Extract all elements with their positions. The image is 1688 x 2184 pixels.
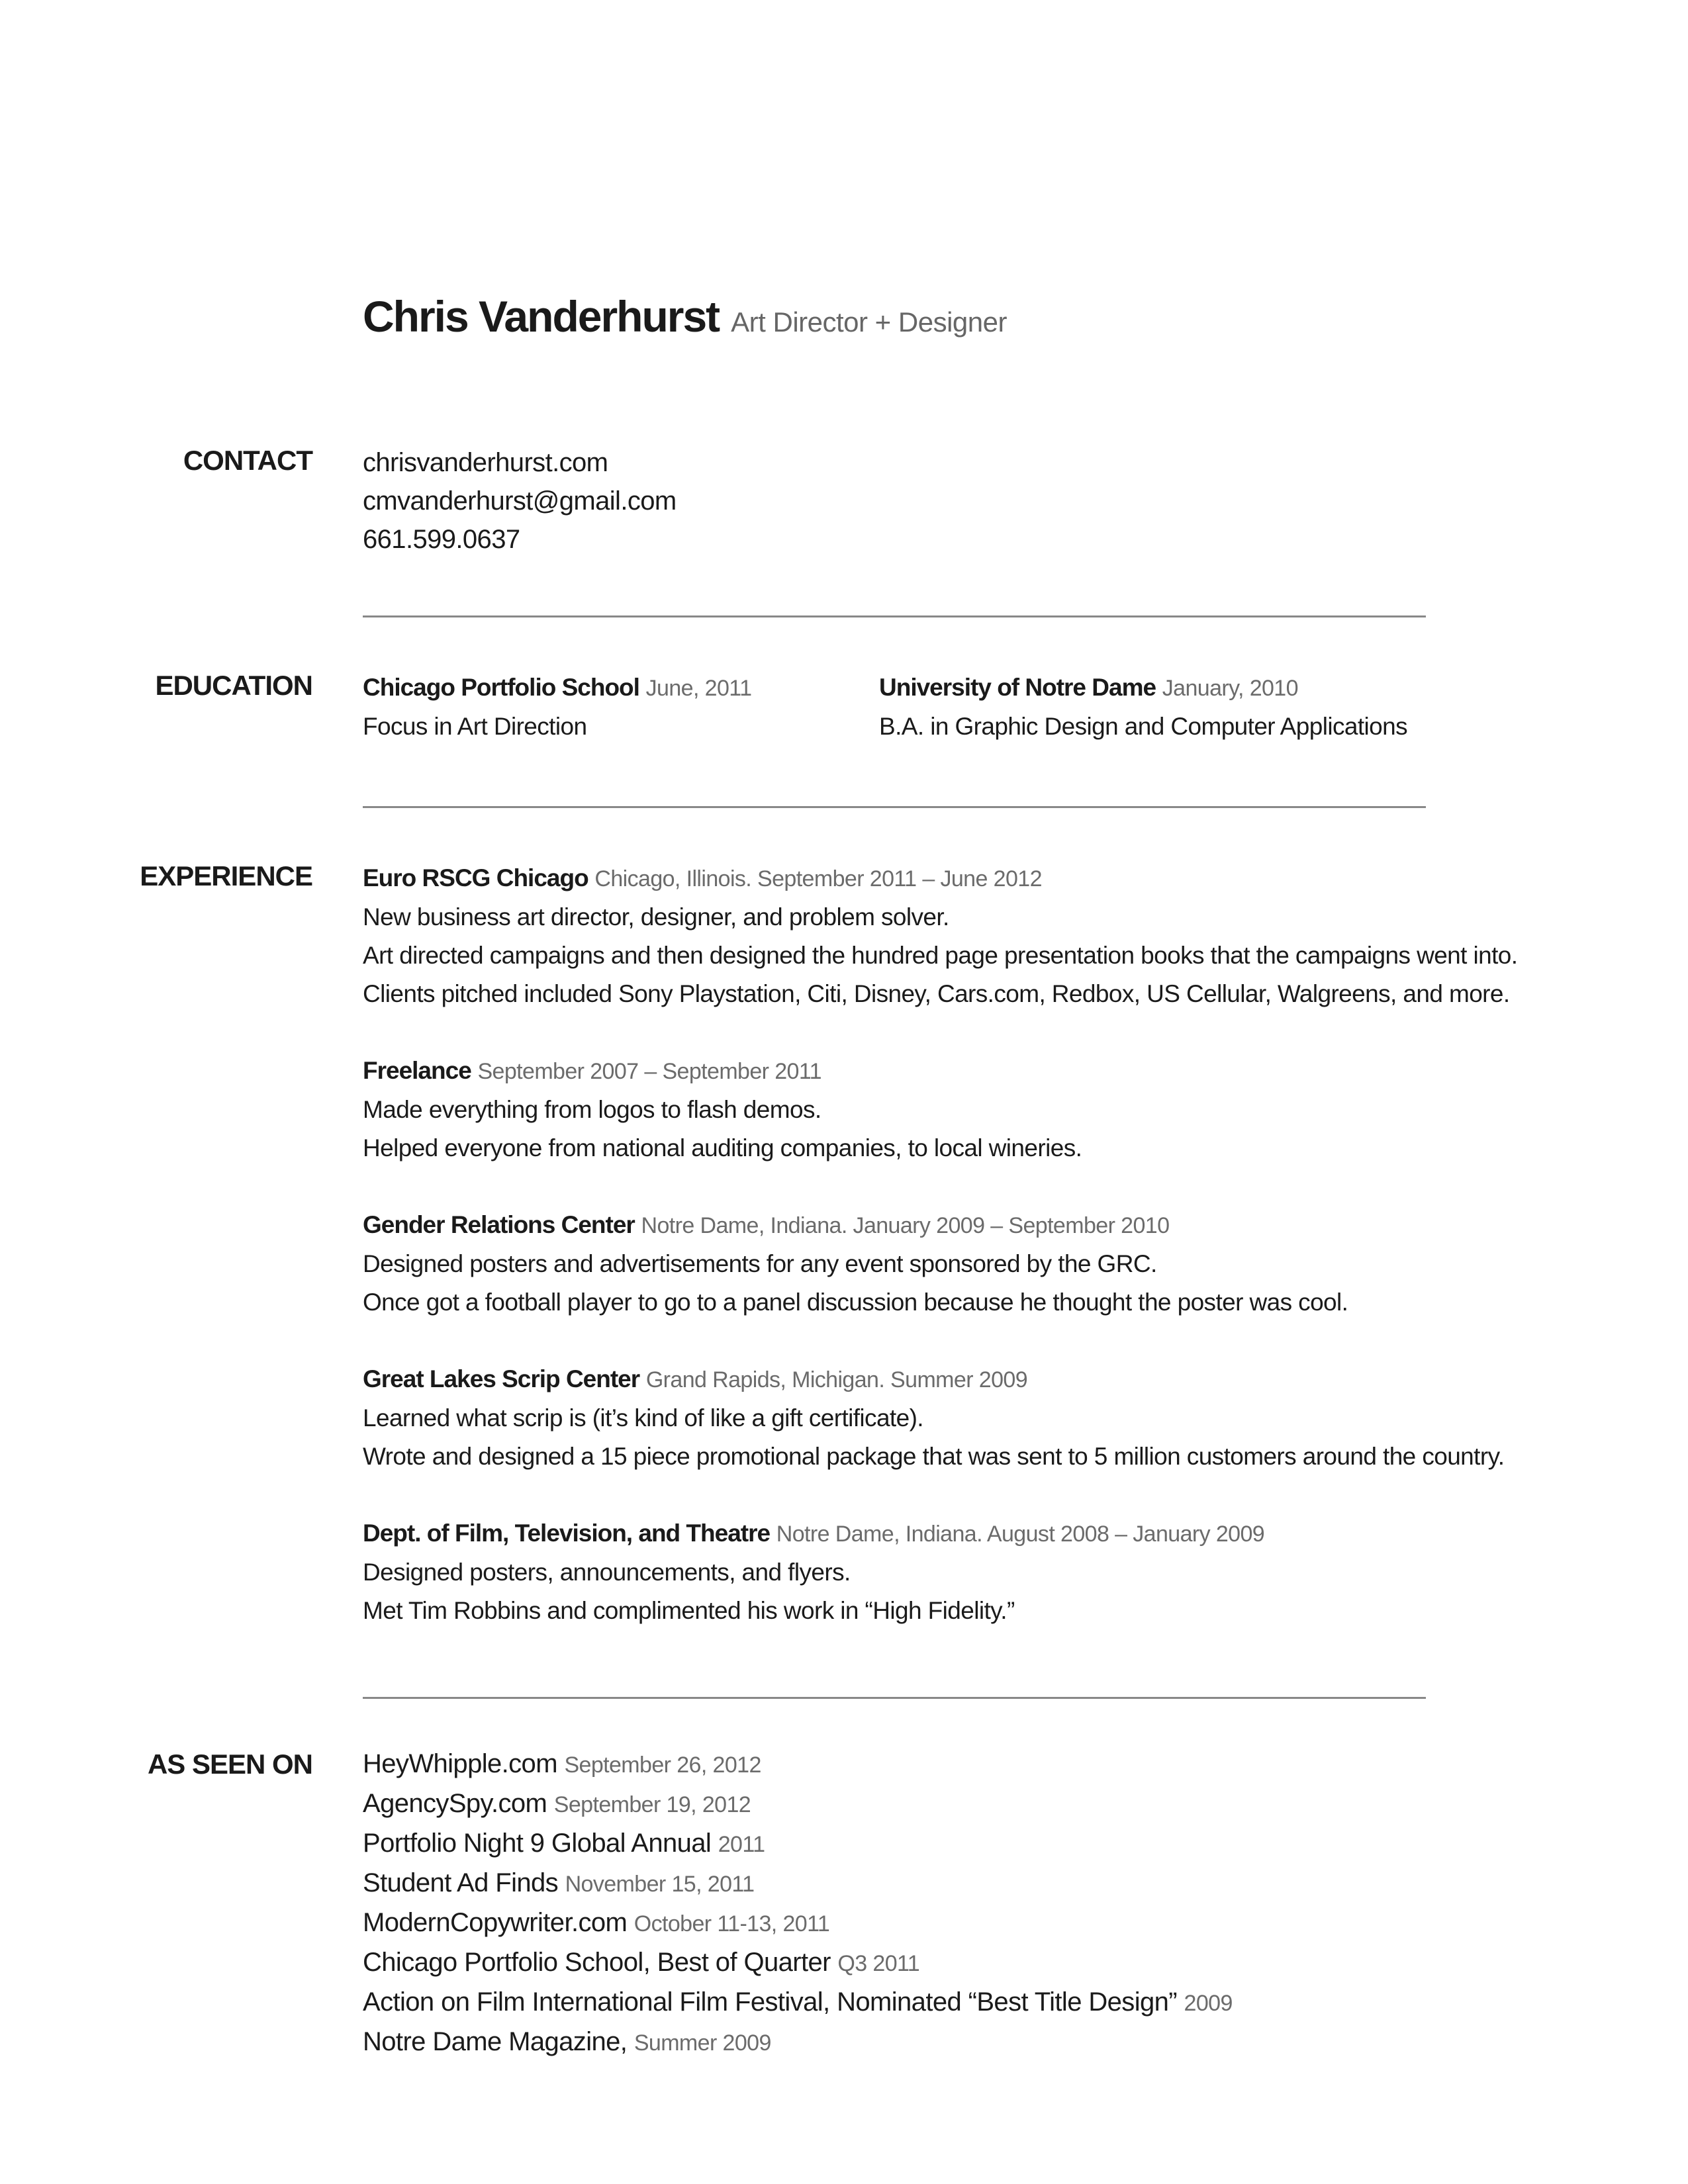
section-label-as-seen-on: AS SEEN ON [147, 1749, 312, 1780]
job-line: Designed posters and advertisements for any event sponsored by the GRC. [363, 1250, 1157, 1277]
press-item [363, 1903, 1233, 1943]
job-line: New business art director, designer, and problem solver. [363, 903, 949, 931]
press-name: Notre Dame Magazine, [363, 2027, 628, 2056]
job-entry [363, 1052, 1517, 1167]
email-link[interactable]: cmvanderhurst@gmail.com [363, 486, 677, 516]
experience-list [363, 859, 1517, 1668]
website-link[interactable]: chrisvanderhurst.com [363, 448, 608, 477]
job-org: Freelance [363, 1057, 471, 1084]
section-label-education: EDUCATION [155, 670, 312, 701]
job-meta: Notre Dame, Indiana. January 2009 – September 2010 [641, 1213, 1170, 1238]
school-date: June, 2011 [645, 676, 752, 701]
press-date: September 19, 2012 [553, 1792, 751, 1817]
job-line: Designed posters, announcements, and flyers. [363, 1559, 851, 1586]
press-item [363, 1864, 1233, 1903]
job-line: Clients pitched included Sony Playstation, Citi, Disney, Cars.com, Redbox, US Cellular, Walgreens, and more. [363, 980, 1510, 1007]
press-name: Action on Film International Film Festival, Nominated “Best Title Design” [363, 1987, 1178, 2017]
job-entry [363, 1360, 1517, 1476]
press-date: Summer 2009 [633, 2030, 771, 2056]
person-title: Art Director + Designer [731, 306, 1007, 338]
job-meta: Notre Dame, Indiana. August 2008 – January 2009 [776, 1522, 1265, 1547]
school-name: University of Notre Dame [879, 674, 1156, 701]
press-date: September 26, 2012 [564, 1752, 761, 1778]
press-list [363, 1745, 1233, 2062]
job-entry [363, 1514, 1517, 1630]
job-entry [363, 859, 1517, 1013]
job-line: Learned what scrip is (it’s kind of like a gift certificate). [363, 1404, 923, 1432]
press-item [363, 1943, 1233, 1983]
press-date: 2009 [1184, 1991, 1233, 2016]
section-label-contact: CONTACT [183, 445, 312, 476]
education-item [363, 668, 751, 746]
press-name: HeyWhipple.com [363, 1749, 557, 1778]
school-date: January, 2010 [1162, 676, 1298, 701]
contact-details [363, 443, 677, 559]
job-meta: Chicago, Illinois. September 2011 – June 2012 [594, 866, 1042, 891]
divider [363, 615, 1426, 617]
job-meta: Grand Rapids, Michigan. Summer 2009 [645, 1367, 1028, 1392]
job-org: Great Lakes Scrip Center [363, 1365, 640, 1392]
press-item [363, 1784, 1233, 1824]
press-date: Q3 2011 [837, 1951, 920, 1976]
press-item [363, 1983, 1233, 2023]
press-item [363, 1824, 1233, 1864]
job-org: Dept. of Film, Television, and Theatre [363, 1520, 771, 1547]
resume-header [363, 291, 1007, 341]
job-line: Helped everyone from national auditing companies, to local wineries. [363, 1134, 1082, 1161]
education-item [879, 668, 1407, 746]
degree-detail: B.A. in Graphic Design and Computer Applications [879, 713, 1407, 740]
press-item [363, 1745, 1233, 1784]
school-name: Chicago Portfolio School [363, 674, 639, 701]
job-line: Once got a football player to go to a panel discussion because he thought the poster was cool. [363, 1289, 1348, 1316]
job-org: Gender Relations Center [363, 1211, 635, 1238]
phone-number: 661.599.0637 [363, 525, 520, 554]
job-line: Met Tim Robbins and complimented his work in “High Fidelity.” [363, 1597, 1015, 1624]
job-org: Euro RSCG Chicago [363, 864, 588, 891]
degree-detail: Focus in Art Direction [363, 713, 587, 740]
press-date: 2011 [718, 1832, 765, 1857]
section-label-experience: EXPERIENCE [140, 860, 312, 891]
press-name: Chicago Portfolio School, Best of Quarter [363, 1948, 831, 1977]
press-name: ModernCopywriter.com [363, 1908, 628, 1937]
job-line: Made everything from logos to flash demos. [363, 1096, 821, 1123]
divider [363, 806, 1426, 808]
press-date: November 15, 2011 [565, 1872, 755, 1897]
press-name: AgencySpy.com [363, 1789, 547, 1818]
press-item [363, 2023, 1233, 2062]
job-line: Art directed campaigns and then designed the hundred page presentation books that the campaigns went into. [363, 942, 1518, 969]
press-name: Portfolio Night 9 Global Annual [363, 1829, 712, 1858]
job-meta: September 2007 – September 2011 [477, 1059, 821, 1084]
divider [363, 1697, 1426, 1699]
person-name: Chris Vanderhurst [363, 292, 720, 341]
press-name: Student Ad Finds [363, 1868, 559, 1897]
job-line: Wrote and designed a 15 piece promotional package that was sent to 5 million customers around the country. [363, 1443, 1505, 1470]
job-entry [363, 1206, 1517, 1322]
press-date: October 11-13, 2011 [633, 1911, 830, 1936]
